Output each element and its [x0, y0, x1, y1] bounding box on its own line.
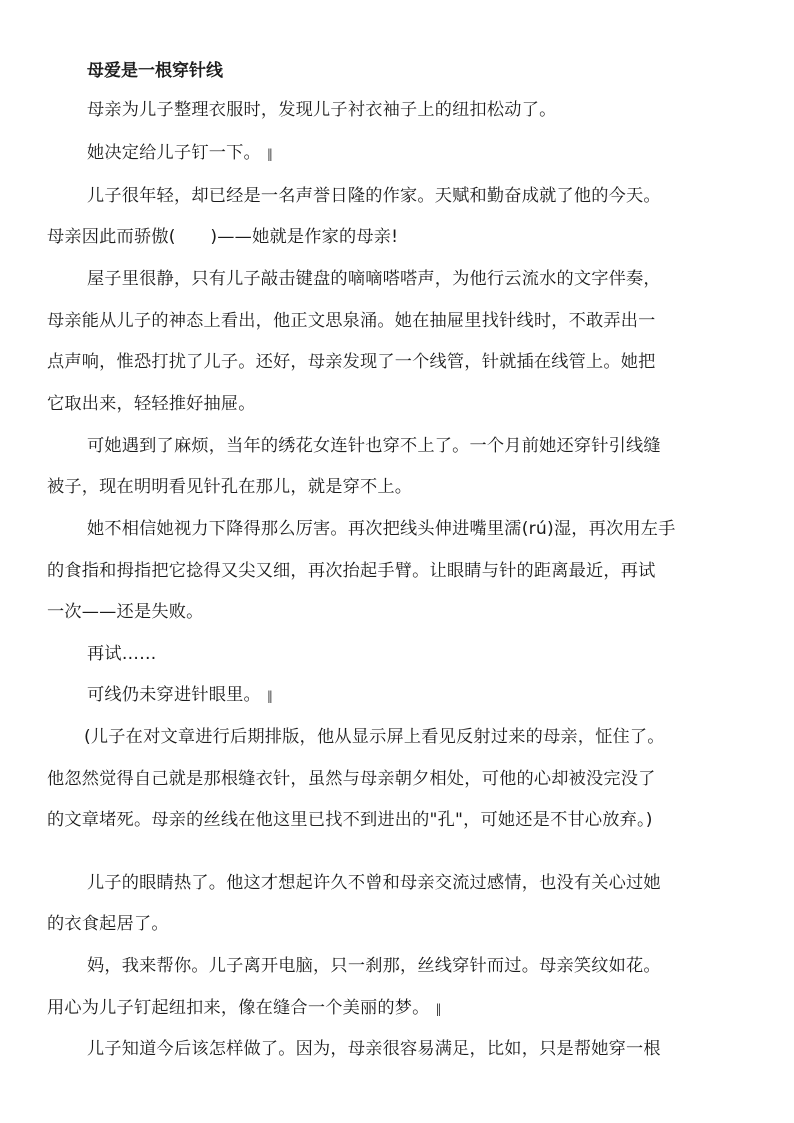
paragraph-line: 母亲因此而骄傲( )——她就是作家的母亲!	[47, 227, 399, 247]
article-title: 母爱是一根穿针线	[87, 61, 223, 81]
paragraph-line: 一次——还是失败。	[47, 602, 204, 622]
paragraph-line: 点声响，惟恐打扰了儿子。还好，母亲发现了一个线管，针就插在线管上。她把	[47, 352, 656, 372]
break-mark: ‖	[266, 689, 274, 703]
paragraph-line: 被子，现在明明看见针孔在那儿，就是穿不上。	[47, 477, 413, 497]
paragraph-line: 再试……	[87, 644, 157, 664]
paragraph-line: 她决定给儿子钉一下。 ‖	[87, 143, 274, 163]
paragraph-line: 母亲为儿子整理衣服时，发现儿子衬衣袖子上的纽扣松动了。	[87, 100, 557, 120]
paragraph-line: (儿子在对文章进行后期排版，他从显示屏上看见反射过来的母亲，怔住了。	[84, 727, 665, 747]
paragraph-line: 母亲能从儿子的神态上看出，他正文思泉涌。她在抽屉里找针线时，不敢弄出一	[47, 311, 656, 331]
paragraph-line: 儿子的眼睛热了。他这才想起许久不曾和母亲交流过感情，也没有关心过她	[87, 873, 661, 893]
break-mark: ‖	[435, 1002, 442, 1016]
paragraph-line: 可她遇到了麻烦，当年的绣花女连针也穿不上了。一个月前她还穿针引线缝	[87, 436, 661, 456]
paragraph-line: 可线仍未穿进针眼里。 ‖	[87, 685, 274, 705]
paragraph-line: 的食指和拇指把它捻得又尖又细，再次抬起手臂。让眼睛与针的距离最近，再试	[47, 561, 656, 581]
paragraph-line: 屋子里很静，只有儿子敲击键盘的嘀嘀嗒嗒声，为他行云流水的文字伴奏，	[87, 269, 661, 289]
break-mark: ‖	[266, 147, 274, 161]
paragraph-line: 用心为儿子钉起纽扣来，像在缝合一个美丽的梦。 ‖	[47, 998, 442, 1018]
paragraph-line: 儿子知道今后该怎样做了。因为，母亲很容易满足，比如，只是帮她穿一根	[87, 1039, 661, 1059]
paragraph-line: 它取出来，轻轻推好抽屉。	[47, 394, 256, 414]
paragraph-line: 的衣食起居了。	[47, 914, 169, 934]
paragraph-line: 她不相信她视力下降得那么厉害。再次把线头伸进嘴里濡(rú)湿，再次用左手	[87, 519, 676, 539]
paragraph-line: 他忽然觉得自己就是那根缝衣针，虽然与母亲朝夕相处，可他的心却被没完没了	[47, 769, 656, 789]
paragraph-line: 的文章堵死。母亲的丝线在他这里已找不到进出的"孔"，可她还是不甘心放弃。)	[47, 810, 653, 830]
paragraph-line: 妈，我来帮你。儿子离开电脑，只一刹那，丝线穿针而过。母亲笑纹如花。	[87, 956, 661, 976]
paragraph-line: 儿子很年轻，却已经是一名声誉日隆的作家。天赋和勤奋成就了他的今天。	[87, 186, 661, 206]
